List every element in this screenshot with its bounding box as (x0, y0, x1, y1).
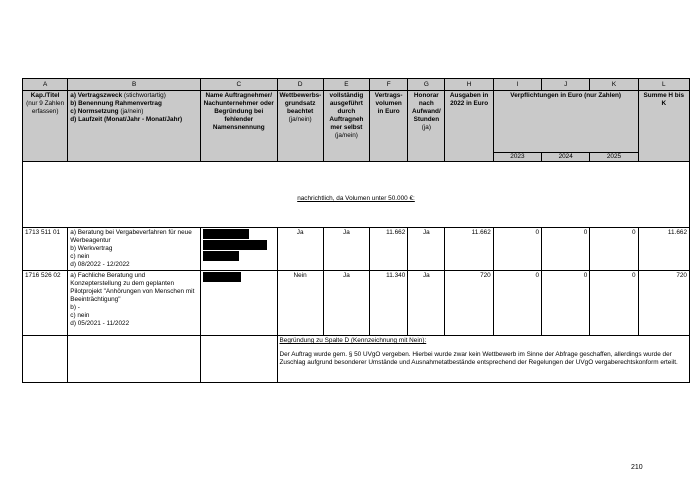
header-c: Name Auftragnehmer/ Nachunternehmer oder Begründung bei fehlender Namensnennung (201, 91, 277, 162)
row2-l: 720 (638, 271, 689, 336)
row1-e: Ja (323, 228, 369, 271)
header-l: Summe H bis K (638, 91, 689, 162)
header-row (23, 91, 690, 153)
table-row (23, 271, 690, 336)
col-letter-c: C (201, 79, 277, 91)
row2-i: 0 (493, 271, 541, 336)
redaction-bar (203, 272, 241, 282)
row2-description: a) Fachliche Beratung und Konzepterstellung zu dem geplanten Pilotprojekt "Anhörungen von Menschen mit Beeinträchtigung" b) - c) nein d) 05/2021 - 11/2022 (68, 271, 201, 336)
row2-h: 720 (445, 271, 493, 336)
col-letter-h: H (445, 79, 493, 91)
row1-contractor-redacted (201, 228, 277, 271)
row1-l: 11.662 (638, 228, 689, 271)
header-h: Ausgaben in 2022 in Euro (445, 91, 493, 162)
col-letter-d: D (277, 79, 323, 91)
page-number: 210 (631, 464, 643, 471)
row1-k: 0 (590, 228, 638, 271)
col-letter-k: K (590, 79, 638, 91)
header-e: vollständig ausgeführt durch Auftragneh mer selbst (ja/nein) (323, 91, 369, 162)
row1-i: 0 (493, 228, 541, 271)
col-letter-b: B (68, 79, 201, 91)
row1-description: a) Beratung bei Vergabeverfahren für neue Werbeagentur b) Werkvertrag c) nein d) 08/2022 - 12/2022 (68, 228, 201, 271)
justification-row (23, 336, 690, 383)
year-2023: 2023 (493, 153, 541, 162)
row2-e: Ja (323, 271, 369, 336)
section-note-row (23, 162, 690, 228)
section-note: nachrichtlich, da Volumen unter 50.000 €: (23, 162, 690, 228)
redaction-bar (203, 229, 249, 239)
row2-d: Nein (277, 271, 323, 336)
row1-j: 0 (542, 228, 590, 271)
expenditure-table (22, 78, 690, 383)
col-letter-i: I (493, 79, 541, 91)
header-b: a) Vertragszweck (stichwortartig) b) Benennung Rahmenvertrag c) Normsetzung (ja/nein) d) Laufzeit (Monat/Jahr - Monat/Jahr) (68, 91, 201, 162)
row1-h: 11.662 (445, 228, 493, 271)
row2-g: Ja (408, 271, 445, 336)
header-ijk: Verpflichtungen in Euro (nur Zahlen) (493, 91, 638, 153)
col-letter-a: A (23, 79, 68, 91)
redaction-bar (203, 251, 239, 261)
redaction-bar (203, 240, 267, 250)
justification-cell (277, 336, 690, 383)
year-2025: 2025 (590, 153, 638, 162)
row2-kap: 1716 526 02 (23, 271, 68, 336)
row1-g: Ja (408, 228, 445, 271)
col-letter-f: F (370, 79, 408, 91)
header-f: Vertrags-volumen in Euro (370, 91, 408, 162)
row2-contractor-redacted (201, 271, 277, 336)
col-letter-l: L (638, 79, 689, 91)
justification-text: Der Auftrag wurde gem. § 50 UVgO vergeben. Hierbei wurde zwar kein Wettbewerb im Sinne der Abfrage geschaffen, allerdings wurde der Zuschlag aufgrund besonderer Umstände und Ausnahmetatbestände entsprechend der Regelungen der UVgO vergaberechtskonform erteilt. (279, 351, 678, 366)
row2-j: 0 (542, 271, 590, 336)
col-letter-j: J (542, 79, 590, 91)
column-letter-row (23, 79, 690, 91)
year-2024: 2024 (542, 153, 590, 162)
row1-kap: 1713 511 01 (23, 228, 68, 271)
table-row (23, 228, 690, 271)
col-letter-e: E (323, 79, 369, 91)
row1-d: Ja (277, 228, 323, 271)
row2-f: 11.340 (370, 271, 408, 336)
col-letter-g: G (408, 79, 445, 91)
header-a: Kap./Titel (nur 9 Zahlen erfassen) (23, 91, 68, 162)
row2-k: 0 (590, 271, 638, 336)
justification-title: Begründung zu Spalte D (Kennzeichnung mit Nein): (279, 337, 427, 344)
header-d: Wettbewerbs-grundsatz beachtet (ja/nein) (277, 91, 323, 162)
header-g: Honorar nach Aufwand/ Stunden (ja) (408, 91, 445, 162)
row1-f: 11.662 (370, 228, 408, 271)
